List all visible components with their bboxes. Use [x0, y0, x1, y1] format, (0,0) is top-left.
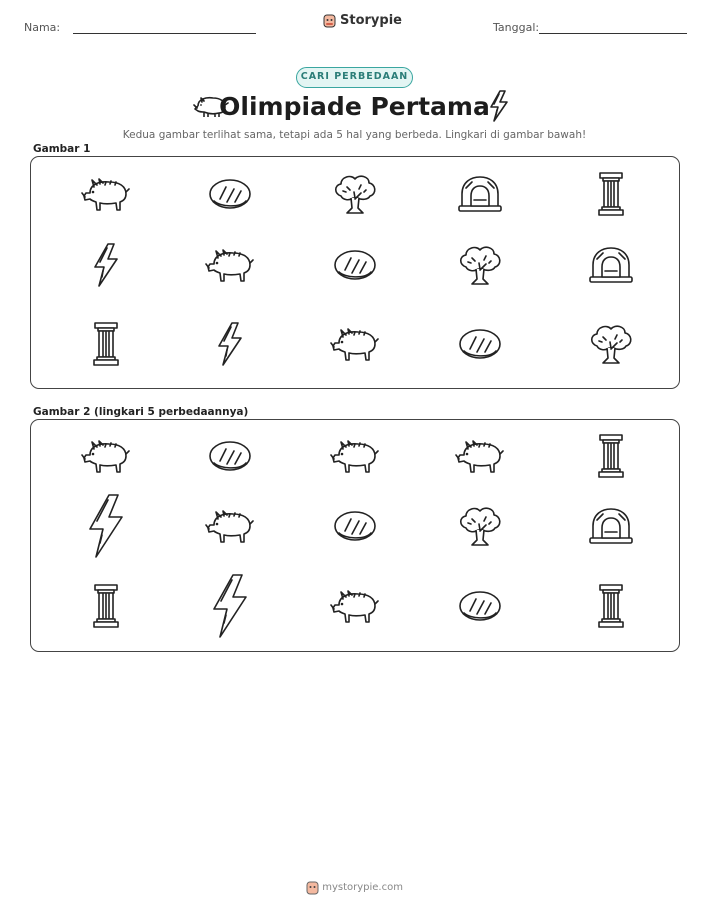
- picture-1-label: Gambar 1: [33, 143, 91, 155]
- oven-icon: [587, 245, 635, 289]
- date-line[interactable]: [539, 33, 687, 34]
- find-difference-badge: CARI PERBEDAAN: [296, 67, 413, 88]
- storypie-mascot-icon: [323, 13, 336, 28]
- boar-icon: [81, 173, 131, 219]
- instructions: Kedua gambar terlihat sama, tetapi ada 5 hal yang berbeda. Lingkari di gambar bawah!: [122, 129, 587, 141]
- boar-icon[interactable]: [455, 435, 505, 481]
- lightning-icon: [214, 321, 246, 371]
- pillar-icon[interactable]: [92, 583, 120, 633]
- pillar-icon[interactable]: [597, 583, 625, 633]
- lightning-icon[interactable]: [207, 573, 253, 643]
- bread-icon: [333, 248, 377, 286]
- picture-2-label: Gambar 2 (lingkari 5 perbedaannya): [33, 406, 249, 418]
- lightning-icon[interactable]: [83, 493, 129, 563]
- name-line[interactable]: [73, 33, 256, 34]
- footer-mascot-icon: [306, 880, 319, 895]
- name-label: Nama:: [24, 21, 61, 34]
- boar-icon: [330, 323, 380, 369]
- bread-icon[interactable]: [208, 439, 252, 477]
- page-title: Olimpiade Pertama: [219, 92, 490, 121]
- tree-icon[interactable]: [456, 504, 504, 552]
- bread-icon[interactable]: [458, 589, 502, 627]
- bread-icon[interactable]: [333, 509, 377, 547]
- pillar-icon: [92, 321, 120, 371]
- tree-icon: [331, 172, 379, 220]
- boar-icon[interactable]: [205, 505, 255, 551]
- boar-icon[interactable]: [330, 435, 380, 481]
- tree-icon: [456, 243, 504, 291]
- footer: [0, 880, 709, 895]
- bread-icon: [458, 327, 502, 365]
- lightning-icon: [90, 242, 122, 292]
- brand-name: Storypie: [340, 13, 402, 28]
- boar-icon[interactable]: [81, 435, 131, 481]
- storypie-logo: [323, 13, 402, 28]
- pillar-icon[interactable]: [597, 433, 625, 483]
- boar-icon[interactable]: [330, 585, 380, 631]
- title-lightning-icon: [488, 90, 510, 122]
- tree-icon: [587, 322, 635, 370]
- oven-icon: [456, 174, 504, 218]
- date-label: Tanggal:: [493, 21, 540, 34]
- footer-url[interactable]: mystorypie.com: [322, 882, 403, 893]
- bread-icon: [208, 177, 252, 215]
- pillar-icon: [597, 171, 625, 221]
- oven-icon[interactable]: [587, 506, 635, 550]
- boar-icon: [205, 244, 255, 290]
